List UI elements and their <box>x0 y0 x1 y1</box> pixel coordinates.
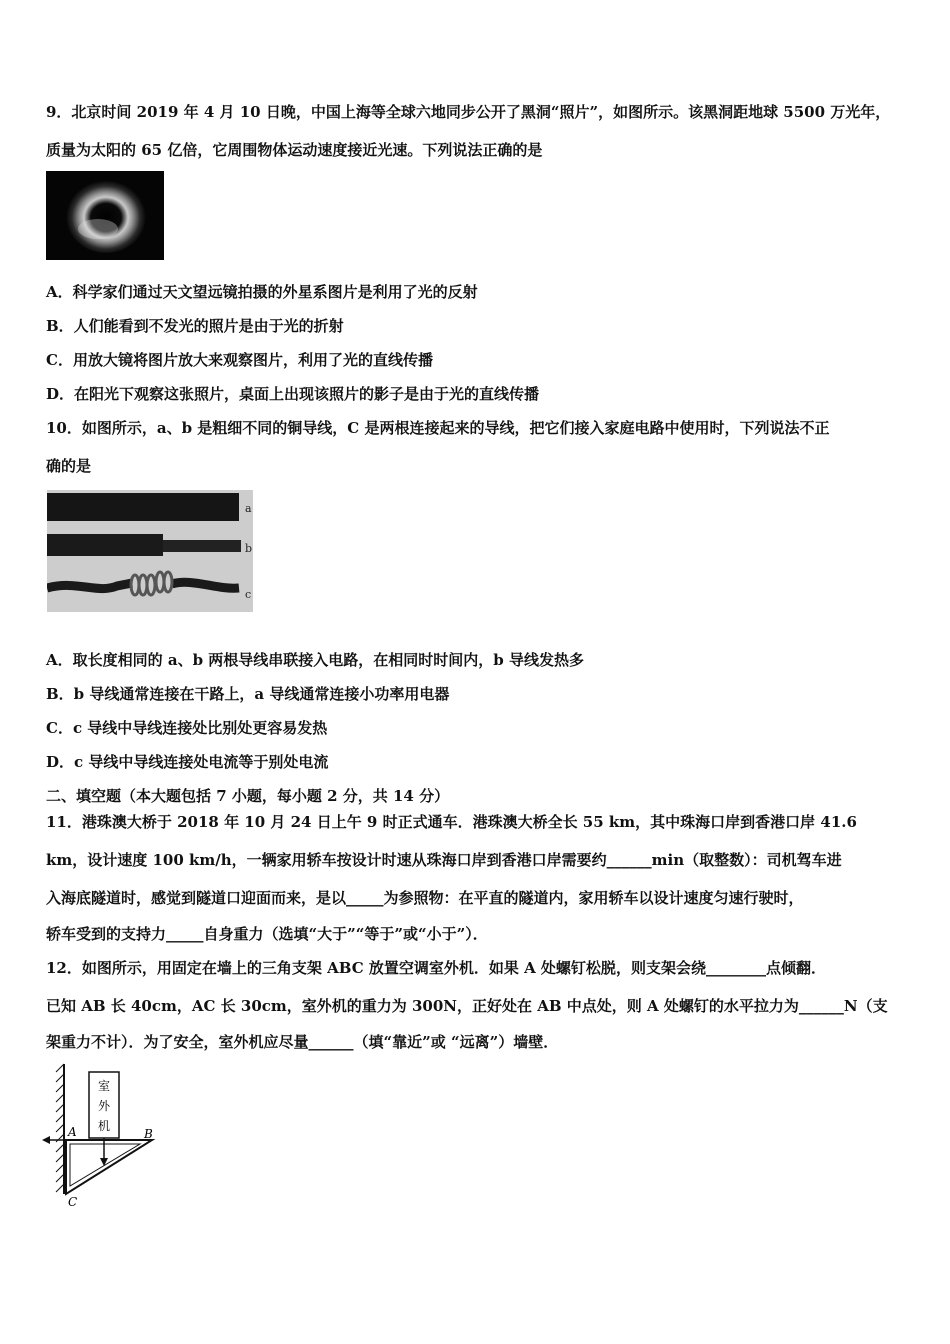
q10-option-d: D．c 导线中导线连接处电流等于别处电流 <box>46 753 329 771</box>
wire-c-left <box>47 583 132 589</box>
q9-option-b: B．人们能看到不发光的照片是由于光的折射 <box>46 317 344 335</box>
triangle-bracket <box>66 1140 152 1194</box>
q9-option-d: D．在阳光下观察这张照片，桌面上出现该照片的影子是由于光的直线传播 <box>46 385 540 403</box>
q12-line3: 架重力不计）．为了安全，室外机应尽量______（填“靠近”或 “远离”）墙壁． <box>46 1033 559 1051</box>
q10-option-a: A．取长度相同的 a、b 两根导线串联接入电路，在相同时时间内，b 导线发热多 <box>46 651 585 669</box>
black-hole-photo <box>46 171 164 260</box>
copper-wires-photo <box>47 490 253 612</box>
unit-char-3: 机 <box>97 1119 111 1133</box>
point-b-label: B <box>144 1127 153 1141</box>
q9-stem-line2: 质量为太阳的 65 亿倍，它周围物体运动速度接近光速。下列说法正确的是 <box>46 141 543 159</box>
wire-b-core <box>163 540 241 552</box>
wire-b-insulation <box>47 534 163 556</box>
section-heading-fill-in: 二、填空题（本大题包括 7 小题，每小题 2 分，共 14 分） <box>46 787 450 805</box>
q9-option-a: A．科学家们通过天文望远镜拍摄的外星系图片是利用了光的反射 <box>46 283 478 301</box>
q9-stem-line1: 9．北京时间 2019 年 4 月 10 日晚，中国上海等全球六地同步公开了黑洞“照片”，如图所示。该黑洞距地球 5500 万光年， <box>46 103 891 121</box>
q11-line2: km，设计速度 100 km/h，一辆家用轿车按设计时速从珠海口岸到香港口岸需要约______min（取整数）：司机驾车进 <box>46 851 842 869</box>
q10-stem-line2: 确的是 <box>46 457 92 475</box>
label-b: b <box>245 542 253 555</box>
label-c: c <box>245 588 252 601</box>
q12-line2: 已知 AB 长 40cm，AC 长 30cm，室外机的重力为 300N，正好处在 AB 中点处，则 A 处螺钉的水平拉力为______N（支 <box>46 997 888 1015</box>
q10-stem-line1: 10．如图所示，a、b 是粗细不同的铜导线，C 是两根连接起来的导线，把它们接入家庭电路中使用时，下列说法不正 <box>46 419 830 437</box>
unit-char-1: 室 <box>97 1079 111 1093</box>
point-a-label: A <box>68 1125 77 1139</box>
pull-arrowhead <box>42 1136 50 1144</box>
label-a: a <box>245 502 252 515</box>
q12-line1: 12．如图所示，用固定在墙上的三角支架 ABC 放置空调室外机．如果 A 处螺钉松脱，则支架会绕________点倾翻． <box>46 959 826 977</box>
q10-option-b: B．b 导线通常连接在干路上，a 导线通常连接小功率用电器 <box>46 685 450 703</box>
q11-line3: 入海底隧道时，感觉到隧道口迎面而来，是以_____为参照物：在平直的隧道内，家用轿车以设计速度匀速行驶时， <box>46 889 804 907</box>
wall-hatching <box>56 1064 64 1192</box>
unit-char-2: 外 <box>97 1099 111 1113</box>
point-c-label: C <box>68 1195 78 1209</box>
bracket-diagram <box>40 1062 170 1210</box>
q11-line4: 轿车受到的支持力_____自身重力（选填“大于”“等于”或“小于”）． <box>46 925 488 943</box>
q9-option-c: C．用放大镜将图片放大来观察图片，利用了光的直线传播 <box>46 351 433 369</box>
q11-line1: 11．港珠澳大桥于 2018 年 10 月 24 日上午 9 时正式通车．港珠澳大桥全长 55 km，其中珠海口岸到香港口岸 41.6 <box>46 813 857 831</box>
q10-option-c: C．c 导线中导线连接处比别处更容易发热 <box>46 719 328 737</box>
wire-a <box>47 493 239 521</box>
